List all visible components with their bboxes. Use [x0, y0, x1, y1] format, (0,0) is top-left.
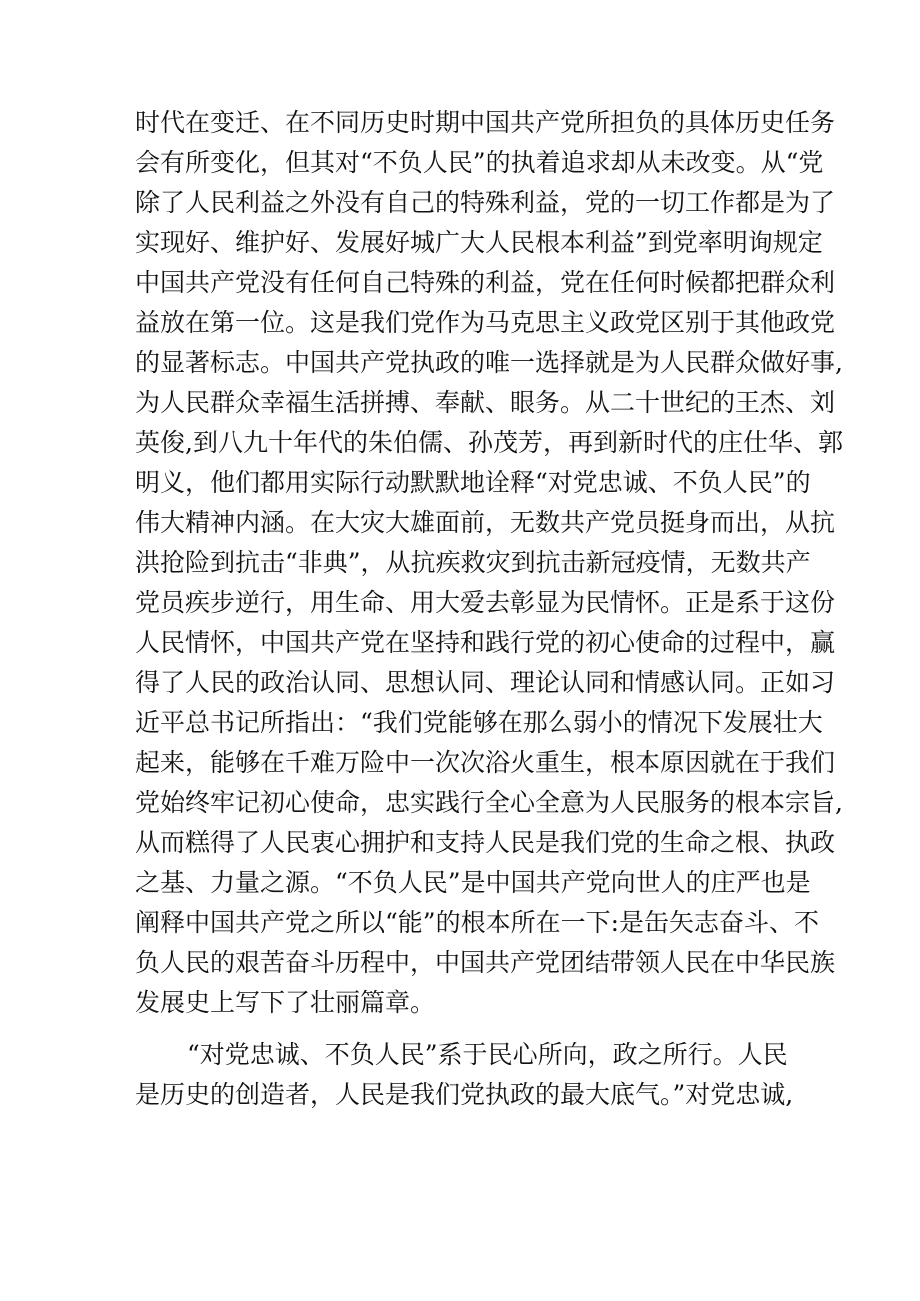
text-line: 英俊,到八九十年代的朱伯儒、孙茂芳，再到新时代的庄仕华、郭: [135, 428, 843, 457]
text-line: 时代在变迁、在不同历史时期中国共产党所担负的具体历史任务: [135, 108, 836, 137]
text-line: 人民情怀，中国共产党在坚持和践行党的初心使命的过程中，赢: [135, 628, 836, 657]
text-line: 近平总书记所指出：“我们党能够在那么弱小的情况下发展壮大: [135, 708, 823, 737]
text-line: “对党忠诚、不负人民”系于民心所向，政之所行。人民: [187, 1040, 788, 1069]
text-line: 为人民群众幸福生活拼搏、奉献、眼务。从二十世纪的王杰、刘: [135, 388, 836, 417]
text-line: 阐释中国共产党之所以“能”的根本所在一下:是缶矢志奋斗、不: [135, 908, 819, 937]
document-body: [135, 103, 843, 1115]
text-line: 得了人民的政治认同、思想认同、理论认同和情感认同。正如习: [135, 668, 836, 697]
text-line: 除了人民利益之外没有自己的特殊利益，党的一切工作都是为了: [135, 188, 836, 217]
text-line: 伟大精神内涵。在大灾大雄面前，无数共产党员挺身而出，从抗: [135, 508, 836, 537]
text-line: 党员疾步逆行，用生命、用大爱去彰显为民情怀。正是系于这份: [135, 588, 836, 617]
text-line: 是历史的创造者，人民是我们党执政的最大底气。”对党忠诚,: [135, 1080, 794, 1109]
text-line: 的显著标志。中国共产党执政的唯一选择就是为人民群众做好事,: [135, 348, 843, 377]
text-line: 发展史上写下了壮丽篇章。: [135, 988, 436, 1017]
paragraph-2: [135, 1035, 794, 1115]
text-line: 从而糕得了人民衷心拥护和支持人民是我们党的生命之根、执政: [135, 828, 836, 857]
text-line: 起来，能够在千难万险中一次次浴火重生，根本原因就在于我们: [135, 748, 836, 777]
text-line: 明义，他们都用实际行动默默地诠释“对党忠诚、不负人民”的: [135, 468, 811, 497]
text-line: 洪抢险到抗击“非典”，从抗疾救灾到抗击新冠疫情，无数共产: [135, 548, 811, 577]
text-line: 负人民的艰苦奋斗历程中，中国共产党团结带领人民在中华民族: [135, 948, 836, 977]
text-line: 实现好、维护好、发展好城广大人民根本利益”到党率明询规定: [135, 228, 823, 257]
paragraph-gap: [135, 1023, 787, 1035]
text-line: 益放在第一位。这是我们党作为马克思主义政党区别于其他政党: [135, 308, 836, 337]
text-line: 中国共产党没有任何自己特殊的利益，党在任何时候都把群众利: [135, 268, 836, 297]
paragraph-1: [135, 103, 843, 1023]
text-line: 党始终牢记初心使命，忠实践行全心全意为人民服务的根本宗旨,: [135, 788, 843, 817]
text-line: 之基、力量之源。“不负人民”是中国共产党向世人的庄严也是: [135, 868, 811, 897]
text-line: 会有所变化，但其对“不负人民”的执着追求却从未改变。从“党: [135, 148, 824, 177]
